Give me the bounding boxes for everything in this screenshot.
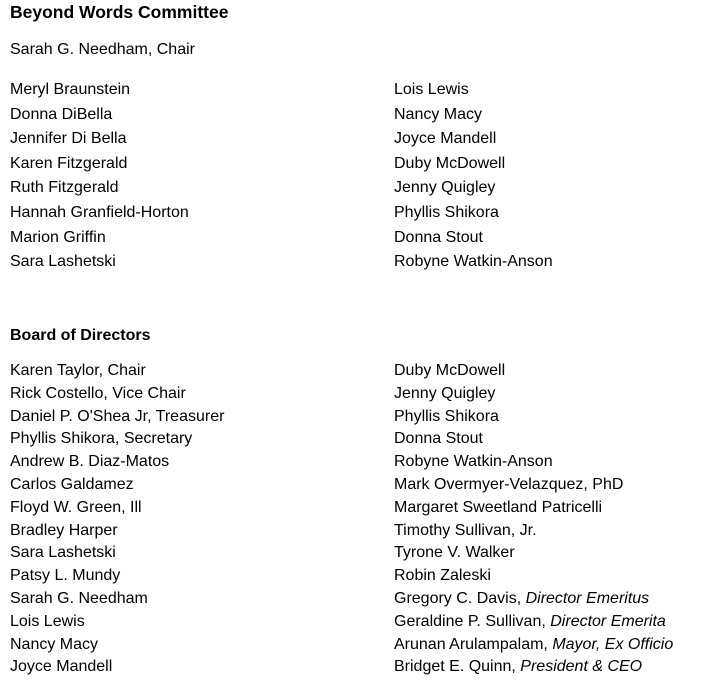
- member-entry: [394, 588, 673, 611]
- member-name: Marion Griffin: [10, 228, 106, 246]
- member-name: Donna DiBella: [10, 105, 113, 123]
- member-name: Floyd W. Green, Ill: [10, 498, 142, 516]
- member-name: Jenny Quigley: [394, 179, 496, 197]
- member-entry: [394, 428, 673, 451]
- member-name: Rick Costello, Vice Chair: [10, 384, 186, 402]
- member-name: Duby McDowell: [394, 154, 506, 172]
- member-name: Phyllis Shikora, Secretary: [10, 430, 193, 448]
- member-name: Arunan Arulampalam,: [394, 635, 553, 653]
- member-entry: [394, 451, 673, 474]
- member-name: Donna Stout: [394, 430, 483, 448]
- board-heading: Board of Directors: [10, 327, 151, 344]
- board-list-left: [10, 360, 224, 679]
- member-name: Robyne Watkin-Anson: [394, 453, 553, 471]
- member-name: Jennifer Di Bella: [10, 130, 127, 148]
- member-name: Duby McDowell: [394, 362, 506, 379]
- member-name: Meryl Braunstein: [10, 81, 131, 98]
- member-name: Jenny Quigley: [394, 384, 496, 402]
- member-name: Hannah Granfield-Horton: [10, 203, 189, 221]
- member-name: Daniel P. O'Shea Jr, Treasurer: [10, 407, 225, 425]
- member-entry: [394, 406, 673, 429]
- member-name: Phyllis Shikora: [394, 407, 499, 425]
- member-name: Joyce Mandell: [10, 658, 113, 676]
- member-entry: [394, 360, 673, 383]
- member-name: Sarah G. Needham: [10, 589, 148, 607]
- member-entry: [394, 634, 673, 657]
- member-name: Nancy Macy: [394, 105, 483, 123]
- member-role: Director Emerita: [550, 612, 666, 630]
- member-name: Karen Taylor, Chair: [10, 362, 146, 379]
- committee-list-left: [10, 78, 189, 275]
- member-name: Bradley Harper: [10, 521, 118, 539]
- member-name: Margaret Sweetland Patricelli: [394, 498, 603, 516]
- committee-chair: Sarah G. Needham, Chair: [10, 41, 195, 58]
- member-name: Robin Zaleski: [394, 567, 491, 585]
- member-name: Karen Fitzgerald: [10, 154, 128, 172]
- member-name: Joyce Mandell: [394, 130, 497, 148]
- member-entry: [394, 542, 673, 565]
- member-name: Phyllis Shikora: [394, 203, 499, 221]
- committee-heading: Beyond Words Committee: [10, 2, 229, 22]
- member-name: Gregory C. Davis,: [394, 589, 526, 607]
- member-entry: [394, 611, 673, 634]
- member-role: Mayor, Ex Officio: [552, 635, 674, 653]
- member-name: Bridget E. Quinn,: [394, 658, 521, 676]
- member-name: Nancy Macy: [10, 635, 99, 653]
- member-entry: [394, 520, 673, 543]
- committee-list-right: [394, 78, 553, 275]
- member-entry: [394, 497, 673, 520]
- member-role: Director Emeritus: [525, 589, 650, 607]
- member-name: Mark Overmyer-Velazquez, PhD: [394, 475, 624, 493]
- member-name: Carlos Galdamez: [10, 475, 134, 493]
- member-role: President & CEO: [520, 658, 643, 676]
- member-name: Sara Lashetski: [10, 544, 116, 562]
- member-name: Lois Lewis: [394, 81, 469, 98]
- member-name: Sara Lashetski: [10, 253, 116, 271]
- member-name: Tyrone V. Walker: [394, 544, 515, 562]
- board-list-right: [394, 360, 673, 679]
- member-entry: [394, 383, 673, 406]
- member-entry: [394, 565, 673, 588]
- member-name: Geraldine P. Sullivan,: [394, 612, 551, 630]
- member-entry: [394, 656, 673, 679]
- member-name: Andrew B. Diaz-Matos: [10, 453, 170, 471]
- member-name: Robyne Watkin-Anson: [394, 253, 553, 271]
- member-name: Timothy Sullivan, Jr.: [394, 521, 537, 539]
- member-name: Donna Stout: [394, 228, 483, 246]
- member-entry: [394, 474, 673, 497]
- member-name: Patsy L. Mundy: [10, 567, 121, 585]
- member-name: Lois Lewis: [10, 612, 85, 630]
- member-name: Ruth Fitzgerald: [10, 179, 119, 197]
